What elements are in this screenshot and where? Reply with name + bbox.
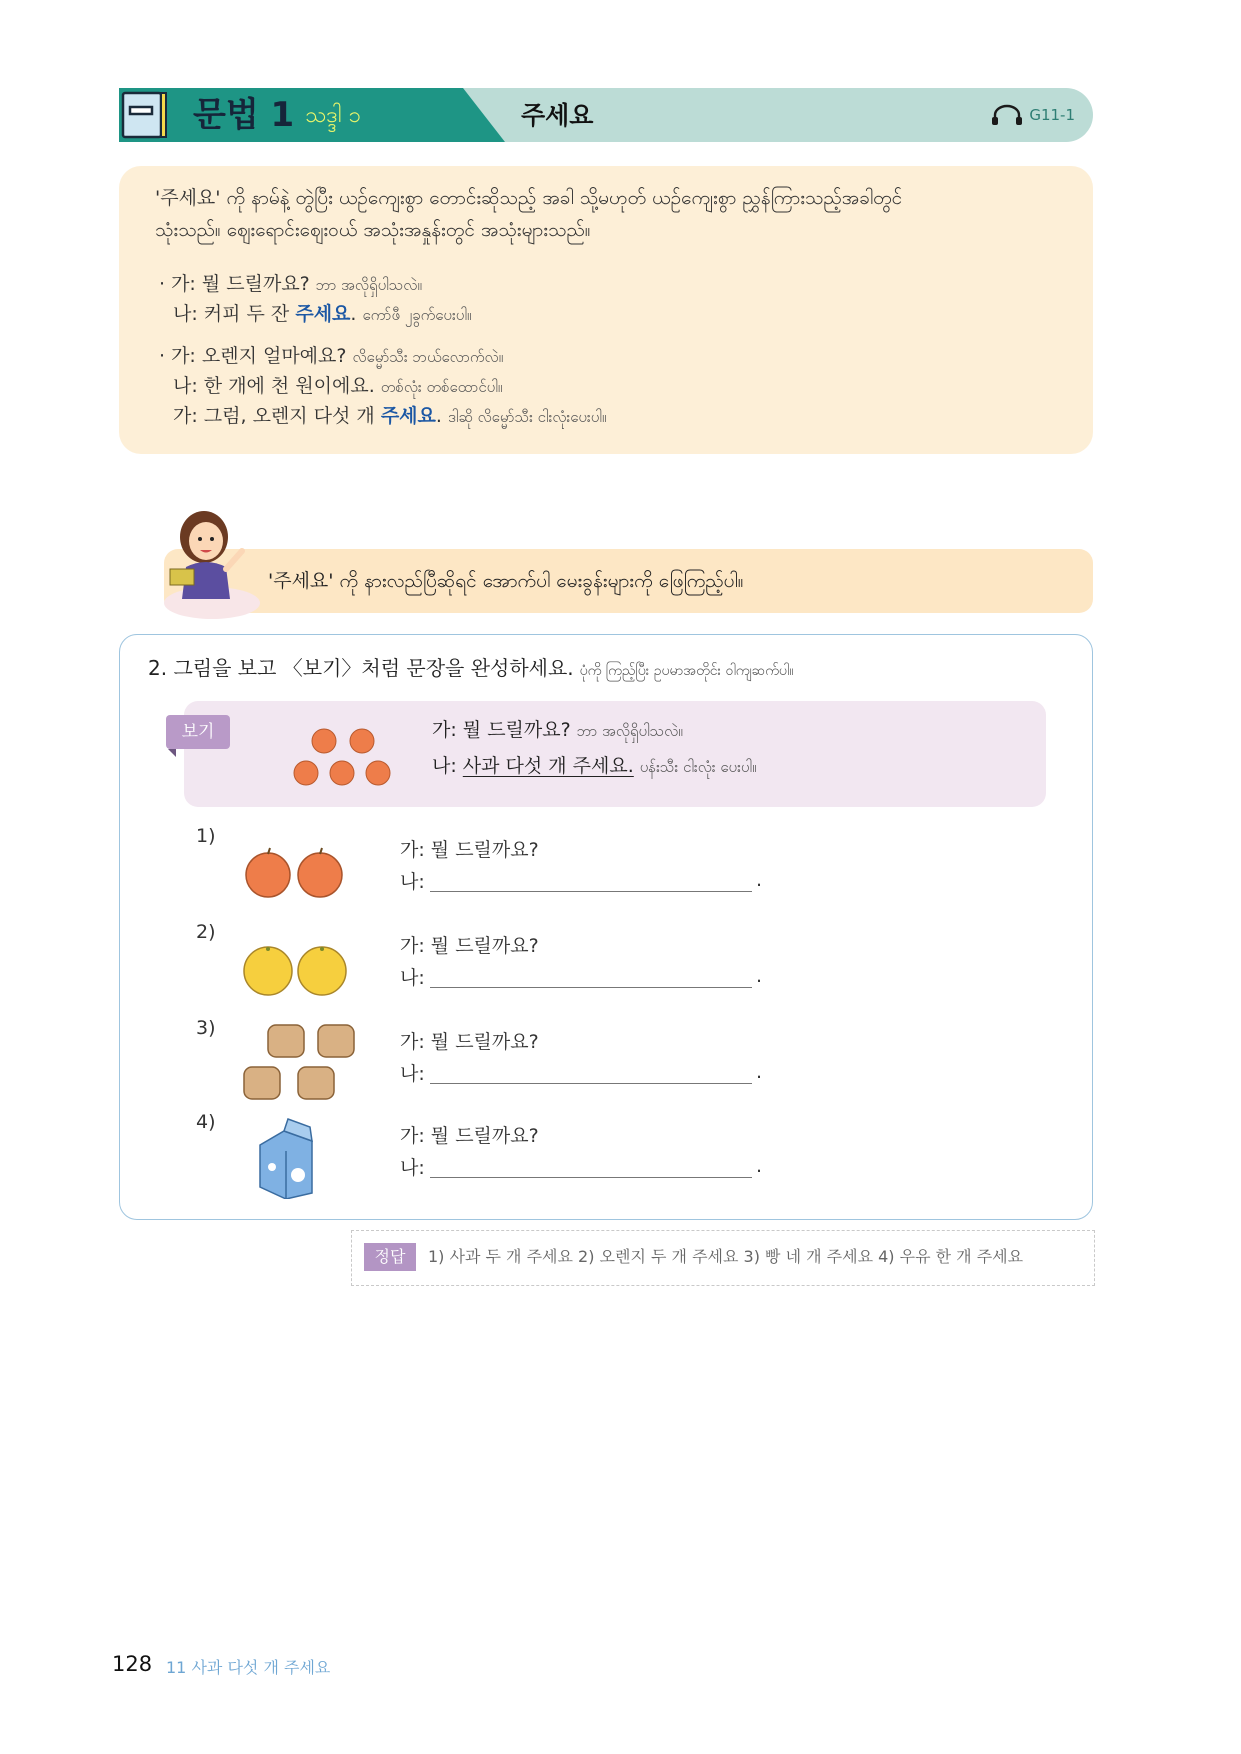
explanation-line-2: သုံးသည်။ ဈေးရောင်းဈေးဝယ် အသုံးအနှုန်းတွင် အသုံးများသည်။ (155, 219, 591, 241)
headphones-icon[interactable] (990, 104, 1024, 126)
dialog-text: 나: (432, 755, 463, 777)
exercise-title (148, 653, 794, 686)
item-number: 4) (196, 1111, 216, 1133)
answer-strip (351, 1230, 1095, 1286)
dialog-text: . (350, 303, 357, 325)
answer-text: 1) 사과 두 개 주세요 2) 오렌지 두 개 주세요 3) 빵 네 개 주세요 4) 우유 한 개 주세요 (428, 1247, 1024, 1266)
exercise-item-3 (120, 1017, 1092, 1113)
answer-blank[interactable] (430, 1083, 752, 1084)
exercise-item-4 (120, 1111, 1092, 1207)
answer-badge: 정답 (364, 1243, 416, 1271)
translation: ဘာ အလိုရှိပါသလဲ။ (315, 276, 422, 294)
dialog-1-question (159, 270, 422, 299)
grammar-topic: 주세요 (521, 101, 594, 130)
translation: ပုံကို ကြည့်ပြီး ဥပမာအတိုင်း ဝါကျဆက်ပါ။ (579, 663, 794, 679)
five-apples-icon (292, 725, 392, 789)
example-box (181, 701, 1046, 807)
item-question: 가: 뭘 드릴까요? (400, 839, 539, 861)
item-period: . (756, 1155, 763, 1177)
four-breads-icon (240, 1021, 360, 1105)
keyword: 주세요 (380, 405, 436, 427)
translation: ဒါဆို လိမ္မော်သီး ငါးလုံးပေးပါ။ (447, 408, 607, 426)
dialog-text: · 가: 오렌지 얼마예요? (159, 345, 347, 367)
two-apples-icon (240, 829, 360, 913)
translation: ဘာ အလိုရှိပါသလဲ။ (576, 722, 683, 740)
item-number: 2) (196, 921, 216, 943)
item-answer-label: 나: (400, 871, 425, 893)
dialog-text: . (435, 405, 442, 427)
section-header (119, 88, 1093, 142)
dialog-2-followup (173, 402, 606, 431)
translation: ပန်းသီး ငါးလုံး ပေးပါ။ (639, 758, 757, 776)
exercise-item-1 (120, 825, 1092, 921)
dialog-text: · 가: 뭘 드릴까요? (159, 273, 310, 295)
two-oranges-icon (240, 925, 360, 1009)
example-answer-text: 사과 다섯 개 주세요. (462, 755, 634, 777)
item-period: . (756, 869, 763, 891)
item-question: 가: 뭘 드릴까요? (400, 1125, 539, 1147)
book-icon (121, 90, 171, 140)
item-answer-label: 나: (400, 967, 425, 989)
item-period: . (756, 1061, 763, 1083)
dialog-text: 나: 한 개에 천 원이에요. (173, 375, 375, 397)
example-badge: 보기 (166, 715, 230, 749)
exercise-title-ko: 2. 그림을 보고 〈보기〉처럼 문장을 완성하세요. (148, 656, 574, 680)
explanation-box (119, 166, 1093, 454)
item-number: 3) (196, 1017, 216, 1039)
dialog-2-question (159, 342, 503, 371)
exercise-box (119, 634, 1093, 1220)
dialog-text: 가: 그럼, 오렌지 다섯 개 (173, 405, 381, 427)
dialog-text: 나: 커피 두 잔 (173, 303, 296, 325)
answer-blank[interactable] (430, 891, 752, 892)
instruction-bar (164, 549, 1093, 613)
audio-track[interactable] (990, 104, 1075, 126)
example-answer (432, 751, 757, 782)
dialog-2-answer (173, 372, 502, 401)
answer-blank[interactable] (430, 987, 752, 988)
example-question (432, 715, 683, 746)
explanation-line-1: '주세요' ကို နာမ်နဲ့ တွဲပြီး ယဉ်ကျေးစွာ တောင်းဆိုသည့် အခါ သို့မဟုတ် ယဉ်ကျေးစွာ ညွှန်ကြားသည့်အခါတွင် (155, 187, 903, 209)
translation: တစ်လုံး တစ်ထောင်ပါ။ (380, 378, 503, 396)
item-answer-label: 나: (400, 1157, 425, 1179)
translation: ကော်ဖီ ၂ခွက်ပေးပါ။ (362, 306, 472, 324)
instruction-text: '주세요' ကို နားလည်ပြီဆိုရင် အောက်ပါ မေးခွန်းများကို ဖြေကြည့်ပါ။ (268, 570, 744, 592)
item-question: 가: 뭘 드릴까요? (400, 1031, 539, 1053)
page-number: 128 (112, 1652, 153, 1676)
grammar-title: 문법 1 (193, 95, 295, 135)
exercise-item-2 (120, 921, 1092, 1017)
grammar-subtitle: သဒ္ဒါ ၁ (305, 103, 361, 128)
milk-carton-icon (240, 1115, 360, 1199)
teacher-illustration (160, 507, 260, 621)
keyword: 주세요 (295, 303, 351, 325)
chapter-title: 11 사과 다섯 개 주세요 (166, 1658, 331, 1677)
item-question: 가: 뭘 드릴까요? (400, 935, 539, 957)
dialog-text: 가: 뭘 드릴까요? (432, 719, 571, 741)
item-answer-label: 나: (400, 1063, 425, 1085)
audio-code: G11-1 (1029, 106, 1075, 124)
answer-blank[interactable] (430, 1177, 752, 1178)
translation: လိမ္မော်သီး ဘယ်လောက်လဲ။ (352, 348, 504, 366)
dialog-1-answer (173, 300, 471, 329)
item-number: 1) (196, 825, 216, 847)
item-period: . (756, 965, 763, 987)
